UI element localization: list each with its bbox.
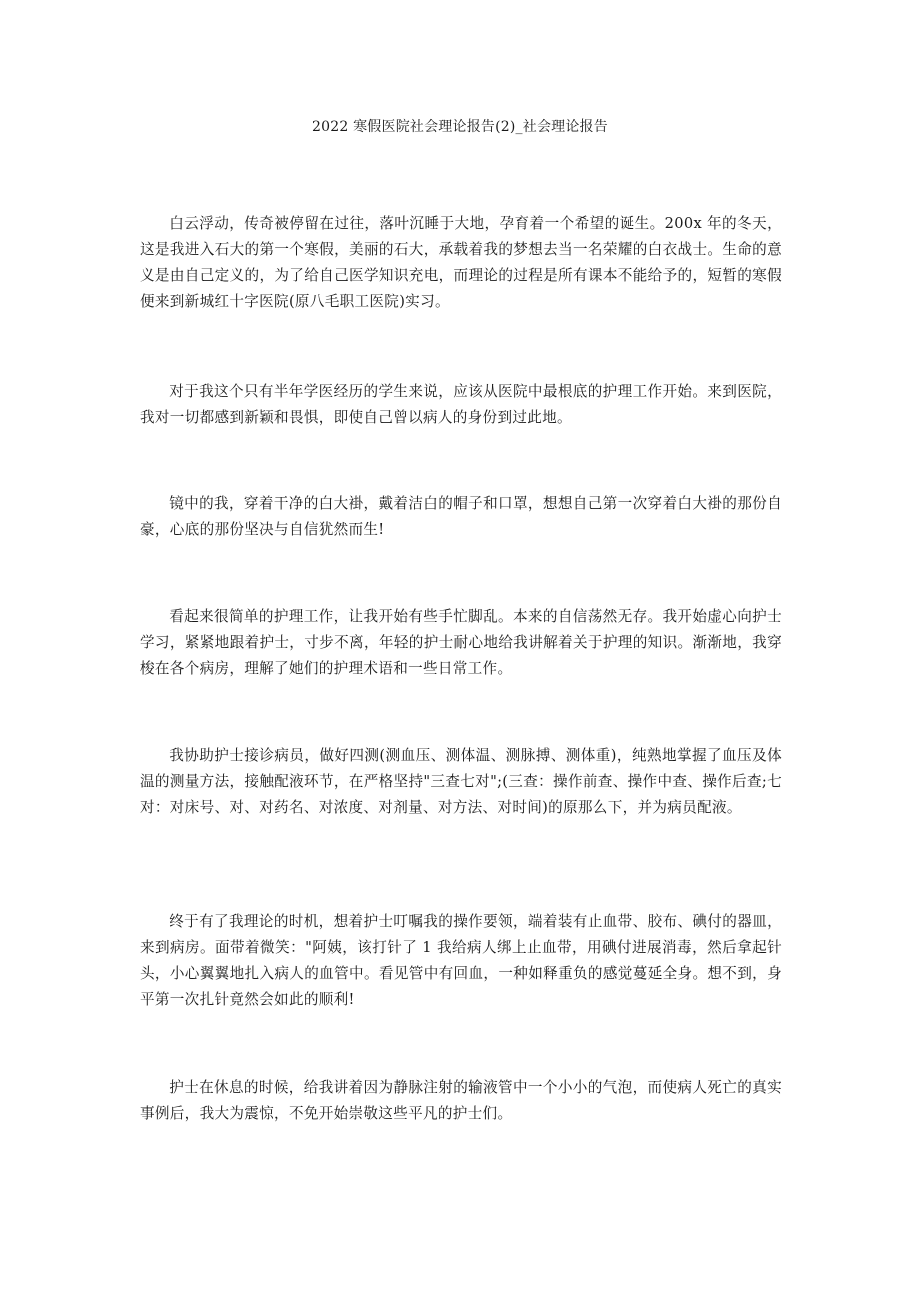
paragraph-2: 对于我这个只有半年学医经历的学生来说，应该从医院中最根底的护理工作开始。来到医院，我对一切都感到新颖和畏惧，即使自己曾以病人的身份到过此地。 (140, 383, 782, 426)
paragraph-1: 白云浮动，传奇被停留在过往，落叶沉睡于大地，孕育着一个希望的诞生。200x 年的冬天，这是我进入石大的第一个寒假，美丽的石大，承载着我的梦想去当一名荣耀的白衣战士。生命的意义是由自己定义的，为了给自己医学知识充电，而理论的过程是所有课本不能给予的，短暂的寒假便来到新城红十字医院(原八毛职工医院)实习。 (140, 215, 782, 310)
document-title: 2022 寒假医院社会理论报告(2)_社会理论报告 (312, 119, 608, 135)
paragraph-3: 镜中的我，穿着干净的白大褂，戴着洁白的帽子和口罩，想想自己第一次穿着白大褂的那份自豪，心底的那份坚决与自信犹然而生! (140, 495, 782, 538)
paragraph-7: 护士在休息的时候，给我讲着因为静脉注射的输液管中一个小小的气泡，而使病人死亡的真实事例后，我大为震惊，不免开始崇敬这些平凡的护士们。 (140, 1079, 782, 1122)
paragraph-6: 终于有了我理论的时机，想着护士叮嘱我的操作要领，端着装有止血带、胶布、碘付的器皿，来到病房。面带着微笑："阿姨，该打针了 1 我给病人绑上止血带，用碘付进展消毒，然后拿起针头，小心翼翼地扎入病人的血管中。看见管中有回血，一种如释重负的感觉蔓延全身。想不到，身平第一次扎针竟然会如此的顺利! (140, 913, 782, 1008)
paragraph-5: 我协助护士接诊病员，做好四测(测血压、测体温、测脉搏、测体重)，纯熟地掌握了血压及体温的测量方法，接触配液环节，在严格坚持"三查七对";(三查：操作前查、操作中查、操作后查;七对：对床号、对、对药名、对浓度、对剂量、对方法、对时间)的原那么下，并为病员配液。 (140, 747, 782, 816)
paragraph-4: 看起来很简单的护理工作，让我开始有些手忙脚乱。本来的自信荡然无存。我开始虚心向护士学习，紧紧地跟着护士，寸步不离，年轻的护士耐心地给我讲解着关于护理的知识。渐渐地，我穿梭在各个病房，理解了她们的护理术语和一些日常工作。 (140, 608, 782, 677)
